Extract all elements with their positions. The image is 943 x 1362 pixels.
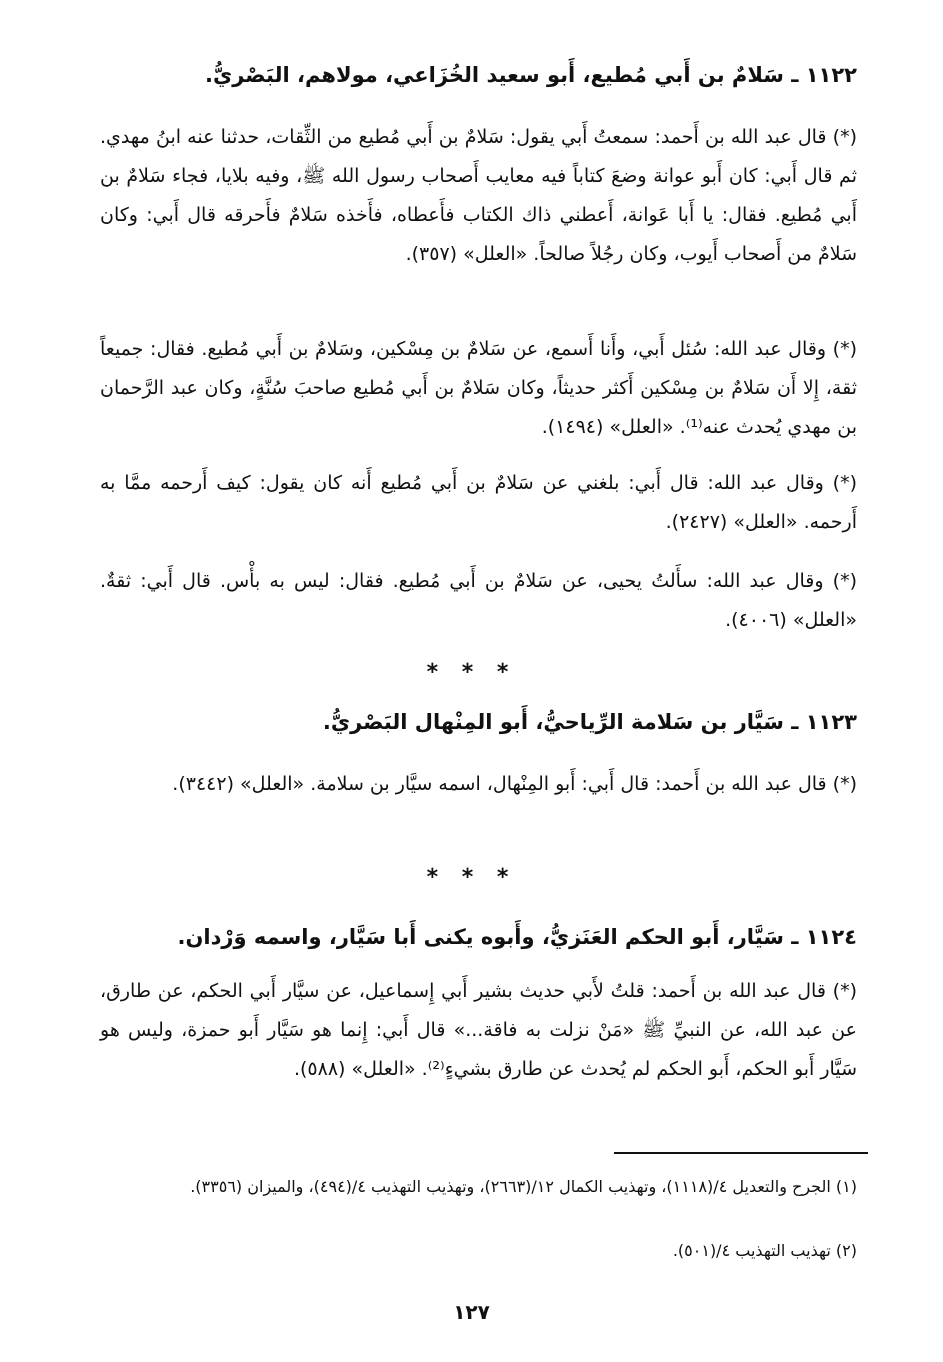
entry-heading-1124: ١١٢٤ ـ سَيَّار، أَبو الحكم العَنَزيُّ، وأَبوه يكنى أَبا سَيَّار، واسمه وَرْدان. <box>177 925 857 949</box>
section-separator: * * * <box>426 865 517 890</box>
footnote-divider <box>614 1152 868 1154</box>
entry-1124-paragraph-1: (*) قال عبد الله بن أَحمد: قلتُ لأَبي حديث بشير أَبي إِسماعيل، عن سيَّار أَبي الحكم، عن طارق، عن عبد الله، عن النبيِّ ﷺ «مَنْ نزلت به فاقة...» قال أَبي: إِنما هو سَيَّار أَبو حمزة، وليس هو سَيَّار أَبو الحكم، أَبو الحكم لم يُحدث عن طارق بشيءٍ⁽²⁾. «العلل» (٥٨٨). <box>100 980 857 1080</box>
entry-1122-paragraph-2: (*) وقال عبد الله: سُئل أَبي، وأَنا أَسمع، عن سَلامٌ بن مِسْكين، وسَلامٌ بن أَبي مُطيع. فقال: جميعاً ثقة، إِلا أَن سَلامٌ بن مِسْكين أَكثر حديثاً، وكان سَلامٌ بن أَبي مُطيع صاحبَ سُنَّةٍ، وكان عبد الرَّحمان بن مهدي يُحدث عنه⁽¹⁾. «العلل» (١٤٩٤). <box>100 338 857 438</box>
entry-1122-paragraph-3: (*) وقال عبد الله: قال أَبي: بلغني عن سَلامٌ بن أَبي مُطيع أَنه كان يقول: كيف أَرحمه ممَّا به أَرحمه. «العلل» (٢٤٢٧). <box>100 472 857 533</box>
footnote-2: (٢) تهذيب التهذيب ٤/(٥٠١). <box>672 1241 857 1260</box>
footnote-1: (١) الجرح والتعديل ٤/(١١١٨)، وتهذيب الكمال ١٢/(٢٦٦٣)، وتهذيب التهذيب ٤/(٤٩٤)، والميزان (٣٣٥٦). <box>190 1177 857 1196</box>
section-separator: * * * <box>426 660 517 685</box>
entry-1122-paragraph-1: (*) قال عبد الله بن أَحمد: سمعتُ أَبي يقول: سَلامٌ بن أَبي مُطيع من الثِّقات، حدثنا عنه ابنُ مهدي. ثم قال أَبي: كان أَبو عوانة وضعَ كتاباً فيه معايب أَصحاب رسول الله ﷺ، وفيه بلايا، فجاء سَلامٌ بن أَبي مُطيع. فقال: يا أَبا عَوانة، أَعطني ذاك الكتاب فأَعطاه، فأَخذه سَلامٌ فأَحرقه قال أَبي: وكان سَلامٌ من أَصحاب أَيوب، وكان رجُلاً صالحاً. «العلل» (٣٥٧). <box>100 126 857 265</box>
page-number: ١٢٧ <box>453 1300 490 1324</box>
entry-1122-paragraph-4: (*) وقال عبد الله: سأَلتُ يحيى، عن سَلامٌ بن أَبي مُطيع. فقال: ليس به بأْس. قال أَبي: ثقةٌ. «العلل» (٤٠٠٦). <box>100 570 857 631</box>
entry-1123-paragraph-1: (*) قال عبد الله بن أَحمد: قال أَبي: أَبو المِنْهال، اسمه سيَّار بن سلامة. «العلل» (٣٤٤٢). <box>172 773 857 795</box>
entry-heading-1123: ١١٢٣ ـ سَيَّار بن سَلامة الرِّياحيُّ، أَبو المِنْهال البَصْريُّ. <box>322 710 857 734</box>
entry-heading-1122: ١١٢٢ ـ سَلامٌ بن أَبي مُطيع، أَبو سعيد الخُزَاعي، مولاهم، البَصْريُّ. <box>205 63 857 87</box>
